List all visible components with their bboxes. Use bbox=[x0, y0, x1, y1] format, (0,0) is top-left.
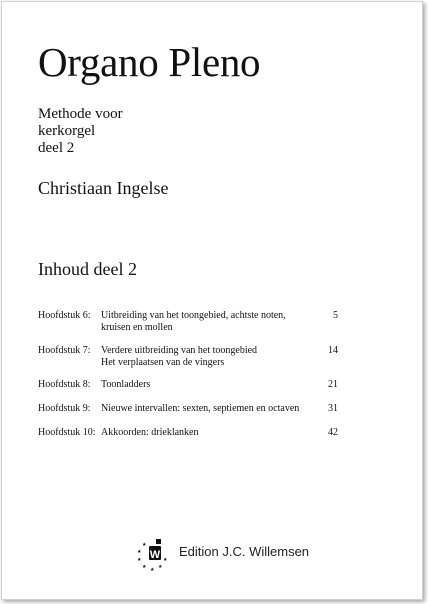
book-subtitle bbox=[38, 106, 123, 157]
toc-title-line: Akkoorden: drieklanken bbox=[101, 427, 199, 438]
subtitle-line: deel 2 bbox=[38, 140, 75, 156]
toc-title-line: Het verplaatsen van de vingers bbox=[101, 357, 225, 368]
toc-title bbox=[101, 427, 311, 439]
svg-text:★: ★ bbox=[137, 549, 142, 555]
publisher-block bbox=[134, 532, 334, 572]
svg-text:★: ★ bbox=[142, 542, 147, 548]
star-circle-logo-icon bbox=[134, 532, 174, 572]
toc-chapter: Hoofdstuk 9: bbox=[38, 403, 91, 414]
subtitle-line: Methode voor bbox=[38, 106, 123, 122]
svg-text:★: ★ bbox=[142, 564, 147, 570]
toc-page-number: 5 bbox=[333, 310, 338, 321]
contents-heading: Inhoud deel 2 bbox=[38, 259, 137, 279]
toc-page-number: 21 bbox=[328, 379, 338, 390]
toc-page-number: 31 bbox=[328, 403, 338, 414]
toc-title bbox=[101, 310, 311, 334]
toc-chapter: Hoofdstuk 8: bbox=[38, 379, 91, 390]
publisher-name: Edition J.C. Willemsen bbox=[179, 544, 310, 559]
logo-letter: W bbox=[149, 549, 161, 561]
svg-text:★: ★ bbox=[150, 567, 155, 572]
toc-title-line: Uitbreiding van het toongebied, achtste noten, bbox=[101, 310, 286, 321]
toc-title-line: Nieuwe intervallen: sexten, septiemen en octaven bbox=[101, 403, 300, 414]
toc-title bbox=[101, 379, 311, 391]
svg-text:★: ★ bbox=[158, 564, 163, 570]
toc-title bbox=[101, 345, 311, 369]
toc-page-number: 42 bbox=[328, 427, 338, 438]
toc-chapter: Hoofdstuk 6: bbox=[38, 310, 91, 321]
toc-title-line: kruisen en mollen bbox=[101, 322, 173, 333]
toc-chapter: Hoofdstuk 10: bbox=[38, 427, 96, 438]
toc-title-line: Verdere uitbreiding van het toongebied bbox=[101, 345, 258, 356]
svg-text:★: ★ bbox=[163, 557, 168, 563]
book-title: Organo Pleno bbox=[38, 39, 261, 85]
toc-title-line: Toonladders bbox=[101, 379, 151, 390]
subtitle-line: kerkorgel bbox=[38, 123, 96, 139]
svg-text:★: ★ bbox=[137, 557, 142, 563]
toc-title bbox=[101, 403, 311, 415]
toc-chapter: Hoofdstuk 7: bbox=[38, 345, 91, 356]
book-page bbox=[1, 1, 423, 600]
author-name: Christiaan Ingelse bbox=[38, 178, 169, 198]
toc-page-number: 14 bbox=[328, 345, 338, 356]
